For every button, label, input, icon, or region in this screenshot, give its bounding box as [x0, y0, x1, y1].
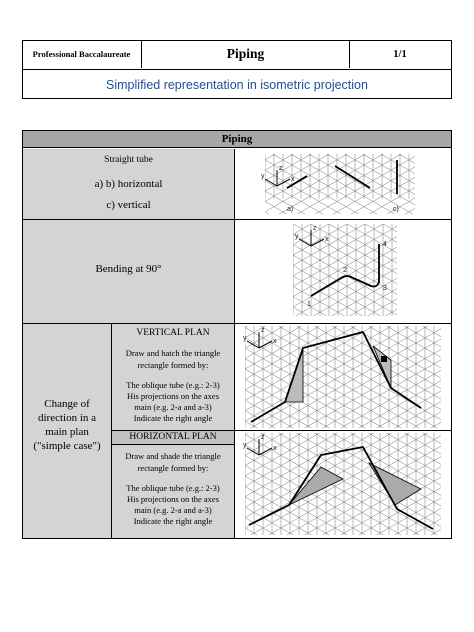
table-heading: Piping: [23, 131, 451, 148]
vert-svg: [245, 326, 441, 428]
bend-point-4: 4: [383, 241, 387, 248]
change-title-line1: Change of: [44, 398, 90, 410]
row-change-label-cell: [23, 324, 112, 538]
horizontal-line5: main (e.g. 2-a and a-3): [134, 505, 212, 515]
axis-y-label: y: [243, 335, 247, 342]
straight-tube-figure: [261, 154, 415, 219]
horizontal-line2: rectangle formed by:: [137, 463, 209, 473]
vertical-plan-figure: [245, 326, 441, 433]
bend-svg: [293, 224, 397, 316]
bending-title: Bending at 90°: [95, 263, 162, 275]
institution-label: Professional Baccalaureate: [22, 40, 142, 68]
vertical-line6: Indicate the right angle: [133, 413, 213, 423]
axis-y-label: y: [261, 173, 265, 180]
vertical-line4: His projections on the axes: [126, 391, 220, 401]
axis-z-label: z: [261, 327, 265, 334]
vertical-line5: main (e.g. 2-a and a-3): [134, 402, 212, 412]
axis-x-label: x: [273, 338, 277, 345]
row-bending-label-cell: [23, 220, 235, 324]
axis-x-label: x: [325, 236, 329, 243]
straight-option-c: c) vertical: [106, 199, 151, 211]
vertical-plan-figure-cell: [235, 324, 451, 431]
page-title: Piping: [142, 40, 350, 68]
row-straight-figure-cell: [235, 149, 451, 220]
straight-option-ab: a) b) horizontal: [94, 178, 163, 190]
bend-point-3: 3: [383, 285, 387, 292]
horizontal-plan-text-cell: [112, 431, 235, 538]
axis-z-label: z: [313, 225, 317, 232]
axis-x-label: x: [291, 176, 295, 183]
horizontal-plan-figure-cell: [235, 431, 451, 538]
page-number: 1/1: [393, 48, 407, 60]
straight-title: Straight tube: [104, 155, 153, 165]
change-title-line4: ("simple case"): [33, 440, 101, 452]
change-title-line3: main plan: [45, 426, 89, 438]
bend-point-1: 1: [307, 301, 311, 308]
horz-svg: [245, 433, 441, 535]
horizontal-line3: The oblique tube (e.g.: 2-3): [126, 483, 220, 493]
change-title-line2: direction in a: [37, 412, 97, 424]
vert-right-angle-mark: [381, 356, 387, 362]
vertical-line1: Draw and hatch the triangle: [125, 348, 221, 358]
row-bending-figure-cell: [235, 220, 451, 324]
header-top-row: [22, 40, 452, 70]
piping-table: [22, 130, 452, 539]
straight-svg: [261, 154, 415, 214]
bend-point-2: 2: [343, 267, 347, 274]
axis-y-label: y: [295, 233, 299, 240]
vertical-plan-text-cell: [112, 324, 235, 431]
axis-z-label: z: [279, 165, 283, 172]
axis-y-label: y: [243, 442, 247, 449]
page-subtitle: Simplified representation in isometric projection: [106, 77, 368, 92]
horizontal-plan-heading: HORIZONTAL PLAN: [112, 431, 234, 445]
vertical-plan-heading: VERTICAL PLAN: [136, 328, 210, 338]
horizontal-line1: Draw and shade the triangle: [125, 451, 221, 461]
horizontal-line6: Indicate the right angle: [133, 516, 213, 526]
horizontal-plan-figure: [245, 433, 441, 540]
vertical-line2: rectangle formed by:: [137, 360, 209, 370]
bending-figure: [293, 224, 397, 321]
horizontal-line4: His projections on the axes: [126, 494, 220, 504]
axis-z-label: z: [261, 434, 265, 441]
fig-label-a: a): [287, 206, 294, 213]
row-straight-label-cell: [23, 149, 235, 220]
axis-x-label: x: [273, 445, 277, 452]
vertical-line3: The oblique tube (e.g.: 2-3): [126, 380, 220, 390]
fig-label-c: c): [393, 206, 399, 213]
